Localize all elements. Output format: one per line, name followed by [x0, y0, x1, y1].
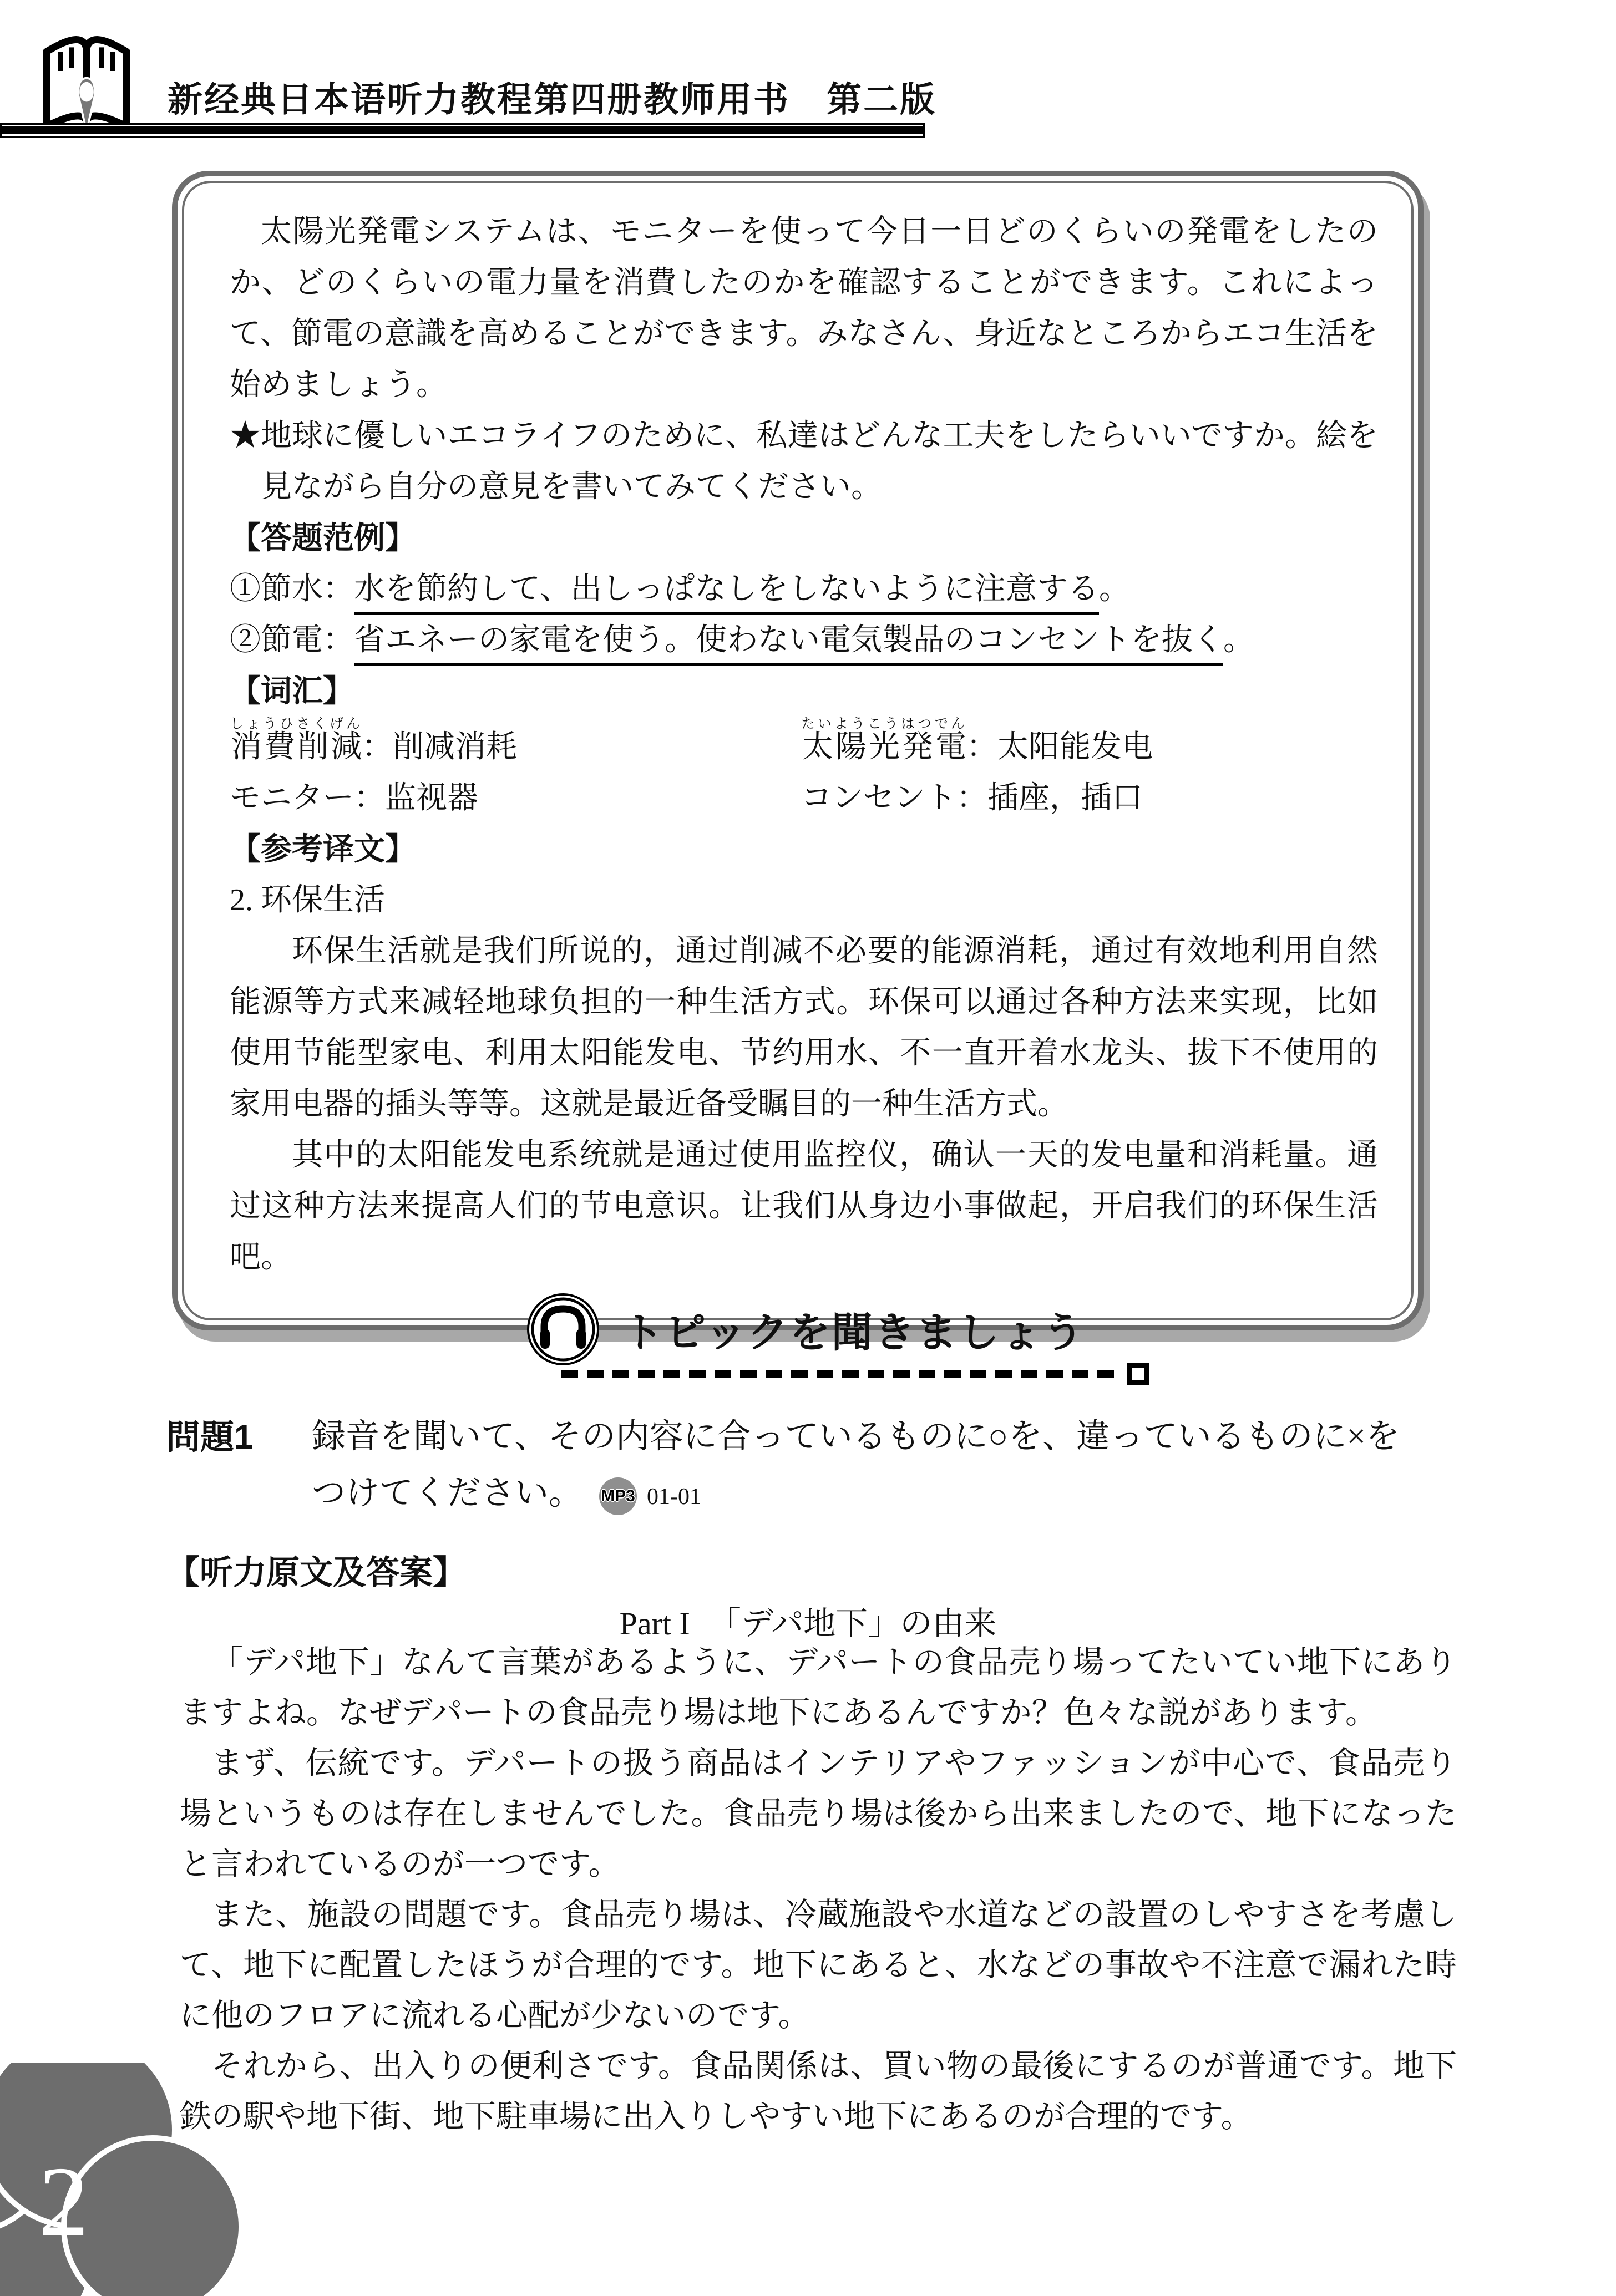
answer-example-2-text: 省エネーの家電を使う。使わない電気製品のコンセントを抜く	[354, 623, 1223, 666]
headphones-icon	[526, 1292, 600, 1367]
transcript-paragraph: また、施設の問題です。食品売り場は、冷蔵施設や水道などの設置のしやすさを考慮して、地下に配置したほうが合理的です。地下にあると、水などの事故や不注意で漏れた時に他のフロアに流れる心配が少ないのです。	[180, 1897, 1457, 2033]
mp3-audio-icon: MP3	[599, 1477, 637, 1515]
audio-track-number: 01-01	[647, 1484, 702, 1510]
reference-translation-heading: 【参考译文】	[230, 831, 416, 866]
content-panel	[172, 171, 1424, 1330]
answer-examples-heading: 【答题范例】	[230, 520, 416, 555]
transcript-body	[180, 1637, 1457, 2142]
book-title: 新经典日本语听力教程第四册教师用书 第二版	[168, 80, 936, 119]
answer-example-1-text: 水を節約して、出しっぱなしをしないように注意する	[354, 572, 1099, 615]
page-number: 2	[39, 2146, 89, 2257]
vocab-item: 消費削減しょうひさくげん：削减消耗	[230, 717, 518, 764]
transcript-paragraph: 「デパ地下」なんて言葉があるように、デパートの食品売り場ってたいてい地下にありますよね。なぜデパートの食品売り場は地下にあるんですか？色々な説があります。	[180, 1645, 1457, 1730]
answer-example-2-label: ②節電：	[230, 623, 354, 657]
logo-map-pin-icon	[29, 13, 144, 129]
question-1-text-line2: つけてください。 MP3 01-01	[312, 1465, 1465, 1525]
transcript-paragraph: まず、伝統です。デパートの扱う商品はインテリアやファッションが中心で、食品売り場というものは存在しませんでした。食品売り場は後から出来ましたので、地下になったと言われているのが一つです。	[180, 1746, 1457, 1882]
reference-subtitle: 2. 环保生活	[230, 883, 385, 917]
answer-example-1-label: ①節水：	[230, 572, 354, 606]
vocab-item: コンセント：插座，插口	[801, 781, 1143, 815]
header-divider	[0, 123, 925, 138]
transcript-heading: 【听力原文及答案】	[166, 1554, 466, 1591]
vocab-item: モニター：监视器	[230, 781, 478, 815]
vocabulary-table	[230, 717, 1378, 824]
question-1	[166, 1409, 1465, 1525]
solar-intro-paragraph: 太陽光発電システムは、モニターを使って今日一日どのくらいの発電をしたのか、どのくらいの電力量を消費したのかを確認することができます。これによって、節電の意識を高めることができます。みなさん、身近なところからエコ生活を始めましょう。	[230, 215, 1378, 402]
answer-example-1: ①節水：水を節約して、出しっぱなしをしないように注意する。	[230, 563, 1378, 614]
reference-paragraph-1: 环保生活就是我们所说的，通过削减不必要的能源消耗，通过有效地利用自然能源等方式来减轻地球负担的一种生活方式。环保可以通过各种方法来实现，比如使用节能型家电、利用太阳能发电、节约用水、不一直开着水龙头、拔下不使用的家用电器的插头等等。这就是最近备受瞩目的一种生活方式。	[230, 934, 1378, 1121]
page-number-cloud	[0, 2063, 294, 2296]
part-label: Part I	[619, 1606, 690, 1642]
question-1-label: 問題1	[166, 1418, 253, 1456]
vocab-item: 太陽光発電たいようこうはつでん：太阳能发电	[801, 717, 1153, 764]
page-header	[29, 13, 936, 129]
star-task-note: ★地球に優しいエコライフのために、私達はどんな工夫をしたらいいですか。絵を見ながら自分の意見を書いてみてください。	[230, 419, 1378, 504]
question-1-text-line1: 録音を聞いて、その内容に合っているものに○を、違っているものに×を	[312, 1418, 1400, 1455]
reference-paragraph-2: 其中的太阳能发电系统就是通过使用监控仪，确认一天的发电量和消耗量。通过这种方法来提高人们的节电意识。让我们从身边小事做起，开启我们的环保生活吧。	[230, 1138, 1378, 1274]
vocabulary-heading: 【词汇】	[230, 673, 354, 708]
banner-dashed-line	[561, 1370, 1120, 1378]
part-title-text: 「デパ地下」の由来	[708, 1606, 997, 1642]
listening-section-title: トピックを聞きましょう	[622, 1309, 1085, 1355]
listening-section-banner	[526, 1288, 1085, 1371]
transcript-paragraph: それから、出入りの便利さです。食品関係は、買い物の最後にするのが普通です。地下鉄の駅や地下街、地下駐車場に出入りしやすい地下にあるのが合理的です。	[180, 2049, 1457, 2134]
banner-end-square	[1127, 1363, 1149, 1385]
answer-example-2: ②節電：省エネーの家電を使う。使わない電気製品のコンセントを抜く。	[230, 614, 1378, 666]
